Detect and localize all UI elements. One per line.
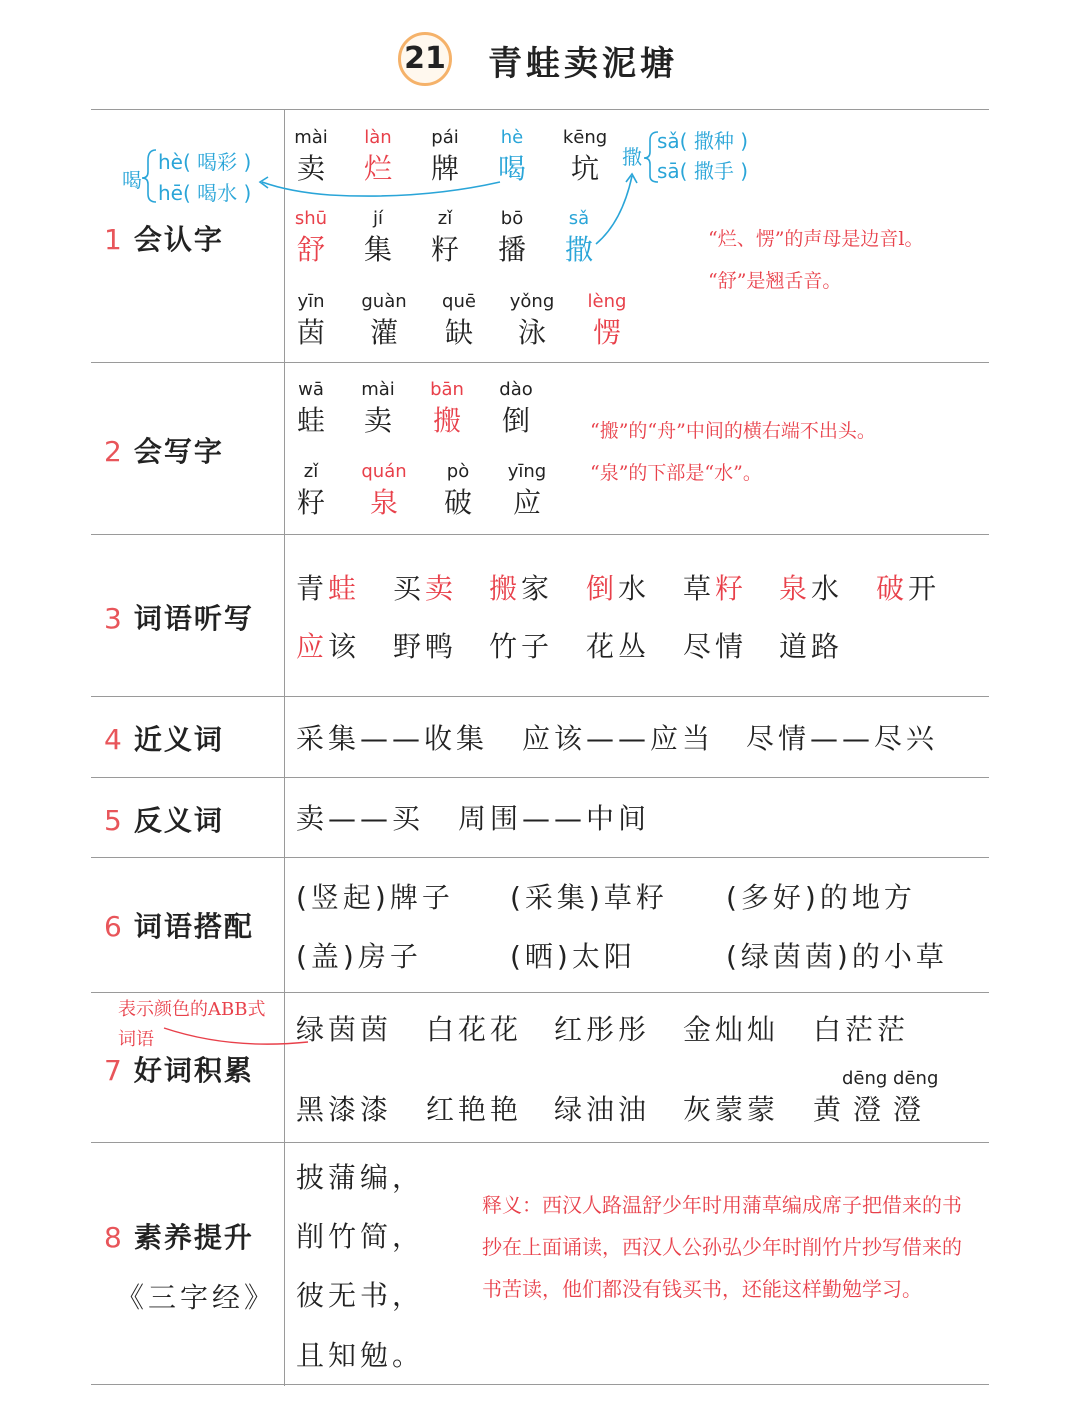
char-cell: làn 烂 [363,127,392,185]
good-words-note-line2: 词语 [118,1029,154,1050]
collocation-item: (绿茵茵)的小草 [726,940,948,973]
section-label-collocation: 6 词语搭配 [104,910,254,943]
polyphone-sa-line2: sā( 撒手 ) [657,159,748,183]
collocation-item: (竖起)牌子 [296,881,454,914]
row-divider-2 [91,534,989,535]
char-cell: yīn 茵 [296,291,325,349]
char-cell: guàn 灌 [361,291,407,349]
row-divider-5 [91,857,989,858]
classic-line: 披蒲编， [296,1161,425,1194]
write-note-1: “搬”的“舟”中间的横右端不出头。 [590,420,876,442]
brace-he-icon [142,150,156,202]
abb-word: 绿茵茵 [296,1013,393,1046]
table-top-border [91,109,989,110]
synonym-pair: 采集——收集 [296,722,489,755]
dictation-word: 破开 [876,572,941,605]
polyphone-he-line1: hè( 喝彩 ) [158,150,252,174]
synonym-pair: 应该——应当 [522,722,715,755]
row-divider-1 [91,362,989,363]
dictation-word: 泉水 [779,572,844,605]
abb-word: 白花花 [426,1013,523,1046]
char-cell: pái 牌 [430,127,459,185]
classic-line: 削竹简， [296,1220,425,1253]
collocation-item: (晒)太阳 [510,940,636,973]
polyphone-he-char: 喝 [122,168,142,192]
char-cell: bān 搬 [430,379,464,437]
section-label-antonyms: 5 反义词 [104,804,224,837]
dictation-word: 搬家 [489,572,554,605]
abb-word: 黄澄澄 [813,1093,934,1126]
char-cell: wā 蛙 [296,379,325,437]
abb-word: 绿油油 [554,1093,651,1126]
char-cell: zǐ 籽 [430,208,459,266]
char-cell: dào 倒 [499,379,533,437]
collocation-item: (多好)的地方 [726,881,916,914]
classic-book-title: 《三字经》 [116,1281,277,1314]
row-divider-6 [91,992,989,993]
synonym-pair: 尽情——尽兴 [746,722,939,755]
dictation-word: 倒水 [586,572,651,605]
char-cell: sǎ 撒 [564,208,593,266]
polyphone-sa-char: 撒 [622,145,642,169]
section-label-write: 2 会写字 [104,435,224,468]
dictation-word: 买卖 [393,572,458,605]
char-cell: shū 舒 [294,208,328,266]
char-cell: jí 集 [363,208,392,266]
abb-word: 灰蒙蒙 [683,1093,780,1126]
char-cell: lèng 愣 [587,291,627,349]
arrow-abb-icon [164,1028,308,1044]
section-label-good-words: 7 好词积累 [104,1054,254,1087]
page-header [0,30,1080,90]
abb-word: 黑漆漆 [296,1093,393,1126]
char-cell: yīng 应 [507,461,547,519]
dictation-word: 草籽 [683,572,748,605]
char-cell: pò 破 [443,461,472,519]
lesson-title: 青蛙卖泥塘 [488,44,678,84]
antonym-pair: 卖——买 [296,802,425,835]
dictation-word: 花丛 [586,630,651,663]
classic-line: 彼无书， [296,1279,425,1312]
classic-line: 且知勉。 [296,1339,425,1372]
dictation-word: 应该 [296,630,361,663]
dictation-word: 道路 [779,630,844,663]
section-label-literacy: 8 素养提升 [104,1221,254,1254]
dictation-word: 青蛙 [296,572,361,605]
recognize-note-2: “舒”是翘舌音。 [708,270,842,292]
collocation-item: (盖)房子 [296,940,422,973]
lesson-number-badge: 21 [398,32,452,86]
char-cell: mài 卖 [294,127,328,185]
char-cell: hè 喝 [497,127,526,185]
char-cell: mài 卖 [361,379,395,437]
recognize-note-1: “烂、愣”的声母是边音l。 [708,228,924,250]
char-cell: quē 缺 [442,291,476,349]
deng-pinyin: dēng dēng [842,1068,939,1089]
dictation-word: 竹子 [489,630,554,663]
antonym-pair: 周围——中间 [458,802,651,835]
char-cell: yǒng 泳 [509,291,555,349]
collocation-item: (采集)草籽 [510,881,668,914]
dictation-word: 尽情 [683,630,748,663]
abb-word: 红彤彤 [554,1013,651,1046]
char-cell: kēng 坑 [562,127,608,185]
abb-word: 白茫茫 [813,1013,910,1046]
section-label-dictation: 3 词语听写 [104,602,254,635]
table-bottom-border [91,1384,989,1385]
classic-explanation: 释义：西汉人路温舒少年时用蒲草编成席子把借来的书抄在上面诵读，西汉人公孙弘少年时削竹片抄写借来的书苦读，他们都没有钱买书，还能这样勤勉学习。 [482,1193,962,1301]
row-divider-7 [91,1142,989,1143]
section-label-recognize: 1 会认字 [104,223,224,256]
char-cell: quán 泉 [361,461,407,519]
abb-word: 红艳艳 [426,1093,523,1126]
char-cell: bō 播 [497,208,526,266]
section-label-synonyms: 4 近义词 [104,723,224,756]
abb-word: 金灿灿 [683,1013,780,1046]
polyphone-sa-line1: sǎ( 撒种 ) [657,129,748,153]
polyphone-he-line2: hē( 喝水 ) [158,181,252,205]
dictation-word: 野鸭 [393,630,458,663]
char-cell: zǐ 籽 [296,461,325,519]
row-divider-4 [91,777,989,778]
row-divider-3 [91,696,989,697]
brace-sa-icon [644,132,658,182]
write-note-2: “泉”的下部是“水”。 [590,462,762,484]
good-words-note-line1: 表示颜色的ABB式 [118,999,266,1020]
